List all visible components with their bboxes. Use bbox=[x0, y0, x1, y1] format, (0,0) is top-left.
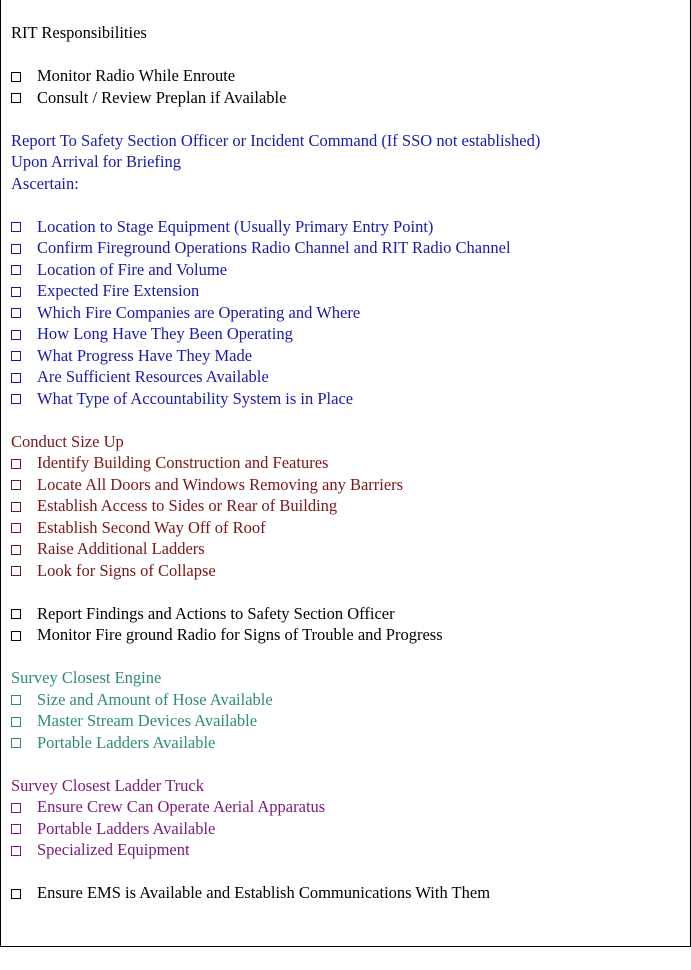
checklist-item bbox=[11, 388, 680, 410]
checkbox-icon bbox=[11, 566, 21, 576]
section-arrival bbox=[11, 130, 680, 195]
checkbox-icon bbox=[11, 330, 21, 340]
checklist-item bbox=[11, 366, 680, 388]
checkbox-icon bbox=[11, 244, 21, 254]
section-ladder-truck bbox=[11, 775, 680, 861]
checklist-item bbox=[11, 280, 680, 302]
section-ems bbox=[11, 882, 680, 904]
checklist-item-text: Master Stream Devices Available bbox=[37, 711, 258, 730]
section-heading: Upon Arrival for Briefing bbox=[11, 152, 182, 171]
checkbox-icon bbox=[11, 846, 21, 856]
checklist-item-text: Which Fire Companies are Operating and Where bbox=[37, 302, 361, 322]
checklist-item-text: Consult / Review Preplan if Available bbox=[37, 87, 287, 107]
checkbox-icon bbox=[11, 545, 21, 555]
checklist-item-text: Monitor Fire ground Radio for Signs of Trouble and Progress bbox=[37, 625, 443, 644]
checklist-item-text: Specialized Equipment bbox=[37, 840, 190, 859]
checklist-item bbox=[11, 65, 680, 87]
checklist-item bbox=[11, 796, 680, 818]
checkbox-icon bbox=[11, 609, 21, 619]
spacer bbox=[11, 409, 680, 431]
section-report bbox=[11, 603, 680, 646]
checklist-item bbox=[11, 474, 680, 496]
checklist-item-text: Confirm Fireground Operations Radio Channel and RIT Radio Channel bbox=[37, 238, 511, 257]
section-heading: Survey Closest Ladder Truck bbox=[11, 775, 204, 795]
checkbox-icon bbox=[11, 72, 21, 82]
checklist-item-text: Are Sufficient Resources Available bbox=[37, 367, 269, 386]
checklist-item bbox=[11, 603, 680, 625]
checkbox-icon bbox=[11, 308, 21, 318]
checklist-item bbox=[11, 882, 680, 904]
checklist-item-text: Location to Stage Equipment (Usually Primary Entry Point) bbox=[37, 216, 434, 236]
checklist-item-text: Identify Building Construction and Features bbox=[37, 453, 329, 472]
checklist-item bbox=[11, 323, 680, 345]
checklist-item-text: Raise Additional Ladders bbox=[37, 539, 205, 558]
checklist-item-text: Expected Fire Extension bbox=[37, 281, 200, 300]
checklist-item bbox=[11, 237, 680, 259]
checklist-item-text: Ensure Crew Can Operate Aerial Apparatus bbox=[37, 797, 326, 816]
checkbox-icon bbox=[11, 287, 21, 297]
checklist-item-text: Report Findings and Actions to Safety Section Officer bbox=[37, 603, 395, 623]
checklist-item bbox=[11, 87, 680, 109]
checkbox-icon bbox=[11, 803, 21, 813]
spacer bbox=[11, 108, 680, 130]
checklist-item-text: Portable Ladders Available bbox=[37, 732, 216, 752]
section-size-up bbox=[11, 431, 680, 582]
checklist-item bbox=[11, 839, 680, 861]
checklist-item-text: Locate All Doors and Windows Removing any Barriers bbox=[37, 474, 404, 494]
checklist-item-text: What Progress Have They Made bbox=[37, 345, 253, 365]
checkbox-icon bbox=[11, 265, 21, 275]
section-enroute bbox=[11, 65, 680, 108]
checklist-item bbox=[11, 302, 680, 324]
checklist-item bbox=[11, 624, 680, 646]
checkbox-icon bbox=[11, 523, 21, 533]
checklist-item bbox=[11, 259, 680, 281]
checklist-item bbox=[11, 495, 680, 517]
checkbox-icon bbox=[11, 222, 21, 232]
checkbox-icon bbox=[11, 889, 21, 899]
checkbox-icon bbox=[11, 824, 21, 834]
checkbox-icon bbox=[11, 480, 21, 490]
document-body bbox=[11, 22, 680, 904]
checklist-item bbox=[11, 517, 680, 539]
checklist-item-text: Establish Second Way Off of Roof bbox=[37, 517, 266, 537]
section-heading: Conduct Size Up bbox=[11, 431, 124, 451]
checklist-item-text: Look for Signs of Collapse bbox=[37, 560, 216, 580]
checkbox-icon bbox=[11, 93, 21, 103]
checkbox-icon bbox=[11, 351, 21, 361]
checklist-item bbox=[11, 560, 680, 582]
section-ascertain bbox=[11, 216, 680, 410]
checklist-item-text: Size and Amount of Hose Available bbox=[37, 689, 273, 709]
checklist-item-text: Monitor Radio While Enroute bbox=[37, 66, 236, 85]
spacer bbox=[11, 753, 680, 775]
checklist-item-text: Ensure EMS is Available and Establish Communications With Them bbox=[37, 883, 491, 902]
section-heading: Survey Closest Engine bbox=[11, 668, 162, 687]
checklist-item bbox=[11, 818, 680, 840]
checkbox-icon bbox=[11, 717, 21, 727]
checkbox-icon bbox=[11, 502, 21, 512]
checklist-item-text: How Long Have They Been Operating bbox=[37, 324, 293, 343]
checklist-item bbox=[11, 216, 680, 238]
spacer bbox=[11, 194, 680, 216]
spacer bbox=[11, 646, 680, 668]
checklist-item bbox=[11, 689, 680, 711]
page-title: RIT Responsibilities bbox=[11, 23, 147, 42]
checkbox-icon bbox=[11, 695, 21, 705]
checkbox-icon bbox=[11, 631, 21, 641]
checklist-item-text: Portable Ladders Available bbox=[37, 818, 216, 838]
spacer bbox=[11, 44, 680, 66]
section-engine bbox=[11, 667, 680, 753]
checklist-item bbox=[11, 452, 680, 474]
checklist-item bbox=[11, 345, 680, 367]
checklist-item-text: What Type of Accountability System is in Place bbox=[37, 388, 354, 408]
section-heading: Ascertain: bbox=[11, 173, 79, 193]
checklist-item-text: Location of Fire and Volume bbox=[37, 259, 228, 279]
checkbox-icon bbox=[11, 394, 21, 404]
checkbox-icon bbox=[11, 459, 21, 469]
checklist-item bbox=[11, 710, 680, 732]
checklist-item bbox=[11, 732, 680, 754]
spacer bbox=[11, 581, 680, 603]
spacer bbox=[11, 861, 680, 883]
section-heading: Report To Safety Section Officer or Incident Command (If SSO not established) bbox=[11, 130, 541, 150]
checklist-item-text: Establish Access to Sides or Rear of Building bbox=[37, 496, 338, 515]
checklist-item bbox=[11, 538, 680, 560]
checkbox-icon bbox=[11, 738, 21, 748]
checkbox-icon bbox=[11, 373, 21, 383]
